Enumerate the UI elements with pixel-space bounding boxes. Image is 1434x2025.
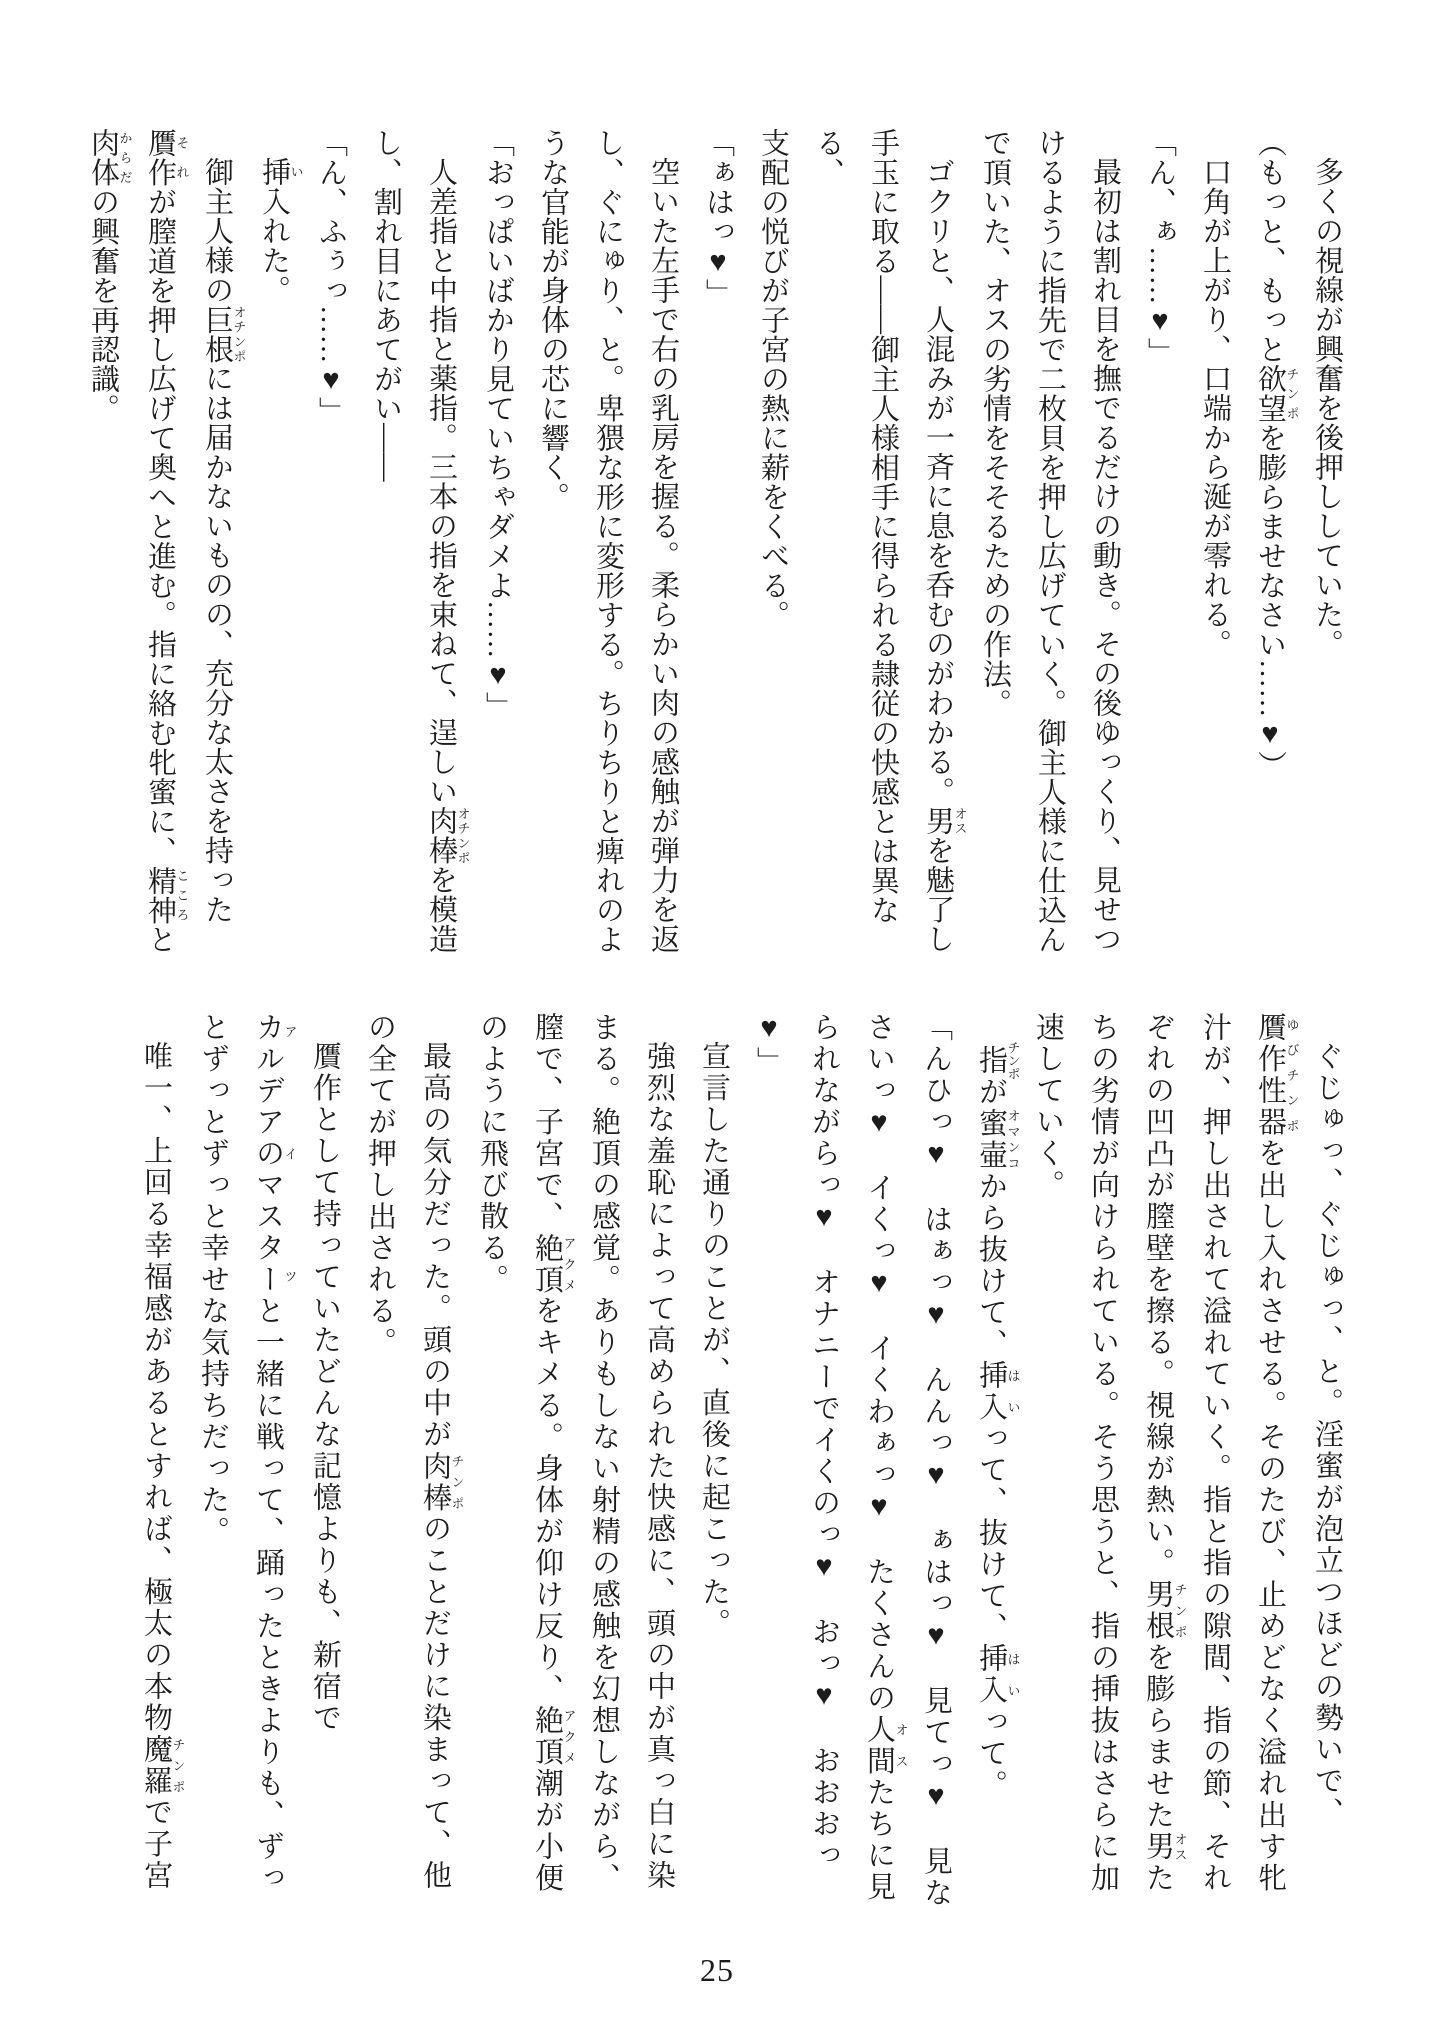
text-line: 多くの視線が興奮を後押ししていた。 xyxy=(1311,157,1343,659)
furigana: オス xyxy=(893,1714,909,1777)
text-line: けるように指先で二枚貝を押し広げていく。御主人様に仕込ん xyxy=(1034,128,1066,954)
text-line: まる。絶頂の感覚。ありもしない射精の感触を幻想しながら、 xyxy=(588,1012,620,1894)
text-line: 「んひっ♥ はぁっ♥ んんっ♥ ぁはっ♥ 見てっ♥ 見な xyxy=(920,1012,952,1909)
text-line: 支配の悦びが子宮の熱に薪をくべる。 xyxy=(757,128,789,630)
ruby-text: 巨根オチンポ xyxy=(201,304,247,364)
furigana: チンポ xyxy=(1005,1041,1021,1080)
ruby-text: 肉棒オチンポ xyxy=(425,806,471,865)
text-line: られながらっ♥ オナニーでイくのっ♥ おっ♥ おおおっ xyxy=(808,1012,840,1872)
text-line: し、ぐにゅり、と。卑猥な形に変形する。ちりちりと痺れのよ xyxy=(592,128,624,954)
text-line: カルデアのマスターアイツと一緒に戦って、踊ったときよりも、ずっ xyxy=(252,1012,298,1894)
ruby-text: 肉棒チンポ xyxy=(419,1450,465,1514)
furigana: チンポ xyxy=(170,1734,186,1797)
text-line: 膣で、子宮で、絶頂アクメをキメる。身体が仰け反り、絶頂アクメ潮が小便 xyxy=(531,1012,577,1894)
ruby-text: 挿入はい xyxy=(975,1643,1021,1707)
ruby-text: 男根チンポ xyxy=(1142,1579,1188,1642)
ruby-text: 贋作性器ゆびチンポ xyxy=(1254,1012,1300,1138)
furigana: オス xyxy=(952,806,968,836)
text-line: 人差指と中指と薬指。三本の指を束ねて、逞しい肉棒オチンポを模造 xyxy=(425,157,471,954)
furigana: アクメ xyxy=(561,1232,577,1296)
furigana: こころ xyxy=(174,865,190,925)
ruby-text: 贋作それ xyxy=(144,128,190,187)
furigana: い xyxy=(288,157,304,187)
furigana: アイツ xyxy=(282,1012,298,1296)
top-text-block xyxy=(75,128,1354,960)
text-line: 挿い入れた。 xyxy=(258,157,304,305)
text-line: 贋作性器ゆびチンポを出し入れさせる。そのたび、止めどなく溢れ出す牝 xyxy=(1254,1012,1300,1894)
text-line: 最初は割れ目を撫でるだけの動き。その後ゆっくり、見せつ xyxy=(1089,157,1121,954)
text-line: （もっと、もっと欲望チンポを膨らませなさい……♥） xyxy=(1254,128,1300,780)
furigana: チンポ xyxy=(449,1450,465,1514)
text-line: とずっとずっと幸せな気持ちだった。 xyxy=(197,1012,229,1548)
text-line: 最高の気分だった。頭の中が肉棒チンポのことだけに染まって、他 xyxy=(419,1041,465,1892)
bottom-text-block xyxy=(128,1012,1354,1918)
text-line: ちの劣情が向けられている。そう思うと、指の挿抜はさらに加 xyxy=(1087,1012,1119,1894)
furigana: はい xyxy=(1005,1359,1021,1423)
page-number: 25 xyxy=(700,1952,734,1988)
ruby-text: 男オス xyxy=(922,806,968,836)
furigana: オス xyxy=(1172,1831,1188,1863)
text-line: ぐじゅっ、ぐじゅっ、と。淫蜜が泡立つほどの勢いで、 xyxy=(1311,1041,1343,1829)
text-line: 口角が上がり、口端から涎が零れる。 xyxy=(1199,157,1231,659)
text-line: 肉体からだの興奮を再認識。 xyxy=(87,128,133,423)
furigana: ゆびチンポ xyxy=(1284,1012,1300,1138)
text-line: 宣言した通りのことが、直後に起こった。 xyxy=(698,1041,730,1640)
furigana: からだ xyxy=(117,128,133,187)
ruby-text: 魔羅チンポ xyxy=(140,1734,186,1797)
ruby-text: 挿い xyxy=(258,157,304,187)
furigana: オマンコ xyxy=(1005,1107,1021,1171)
ruby-text: 絶頂アクメ xyxy=(531,1232,577,1296)
text-line: 唯一、上回る幸福感があるとすれば、極太の本物魔羅チンポで子宮 xyxy=(140,1041,186,1892)
text-line: 汁が、押し出されて溢れていく。指と指の隙間、指の節、それ xyxy=(1199,1012,1231,1894)
ruby-text: カルデアのマスターアイツ xyxy=(252,1012,298,1296)
text-line: し、割れ目にあてがい―― xyxy=(370,128,402,482)
text-line: 強烈な羞恥によって高められた快感に、頭の中が真っ白に染 xyxy=(643,1041,675,1892)
text-line: 贋作として持っていたどんな記憶よりも、新宿で xyxy=(309,1041,341,1734)
text-line: のように飛び散る。 xyxy=(476,1012,508,1296)
ruby-text: 男オス xyxy=(1142,1831,1188,1863)
text-line: 空いた左手で右の乳房を握る。柔らかい肉の感触が弾力を返 xyxy=(647,157,679,954)
text-line: ゴクリと、人混みが一斉に息を呑むのがわかる。男オスを魅了し xyxy=(922,157,968,954)
text-line: ♥」 xyxy=(753,1012,785,1078)
text-line: 「ん、ふぅっ……♥」 xyxy=(315,128,347,426)
furigana: オチンポ xyxy=(231,304,247,364)
ruby-text: 欲望チンポ xyxy=(1254,364,1300,423)
text-line: 「おっぱいばかり見ていちゃダメよ……♥」 xyxy=(482,128,514,721)
text-line: 御主人様の巨根オチンポには届かないものの、充分な太さを持った xyxy=(201,157,247,924)
text-line: 「ぁはっ♥」 xyxy=(702,128,734,308)
ruby-text: 肉体からだ xyxy=(87,128,133,187)
furigana: アクメ xyxy=(561,1705,577,1768)
ruby-text: 挿入はい xyxy=(975,1359,1021,1423)
text-line: 手玉に取る――御主人様相手に得られる隷従の快感とは異なる、 xyxy=(812,128,899,925)
furigana: オチンポ xyxy=(455,806,471,865)
ruby-text: 指チンポ xyxy=(975,1041,1021,1080)
text-line: うな官能が身体の芯に響く。 xyxy=(537,128,569,512)
text-line: 贋作それが膣道を押し広げて奥へと進む。指に絡む牝蜜に、精神こころと xyxy=(144,128,190,954)
ruby-text: 精神こころ xyxy=(144,865,190,925)
text-line: ぞれの凹凸が膣壁を擦る。視線が熱い。男根チンポを膨らませた男オスた xyxy=(1142,1012,1188,1894)
text-line: の全てが押し出される。 xyxy=(364,1012,396,1359)
furigana: はい xyxy=(1005,1643,1021,1707)
ruby-text: 蜜壷オマンコ xyxy=(975,1107,1021,1171)
ruby-text: 絶頂アクメ xyxy=(531,1705,577,1768)
ruby-text: 人間オス xyxy=(863,1714,909,1777)
text-line: 指チンポが蜜壷オマンコから抜けて、挿入はいって、抜けて、挿入はいって。 xyxy=(975,1041,1021,1801)
furigana: チンポ xyxy=(1172,1579,1188,1642)
text-line: 速していく。 xyxy=(1032,1012,1064,1201)
text-line: さいっ♥ イくっ♥ イくわぁっ♥ たくさんの人間オスたちに見 xyxy=(863,1012,909,1903)
text-line: で頂いた、オスの劣情をそそるための作法。 xyxy=(979,128,1011,718)
furigana: チンポ xyxy=(1284,364,1300,423)
furigana: それ xyxy=(174,128,190,187)
text-line: 「ん、ぁ……♥」 xyxy=(1144,128,1176,367)
